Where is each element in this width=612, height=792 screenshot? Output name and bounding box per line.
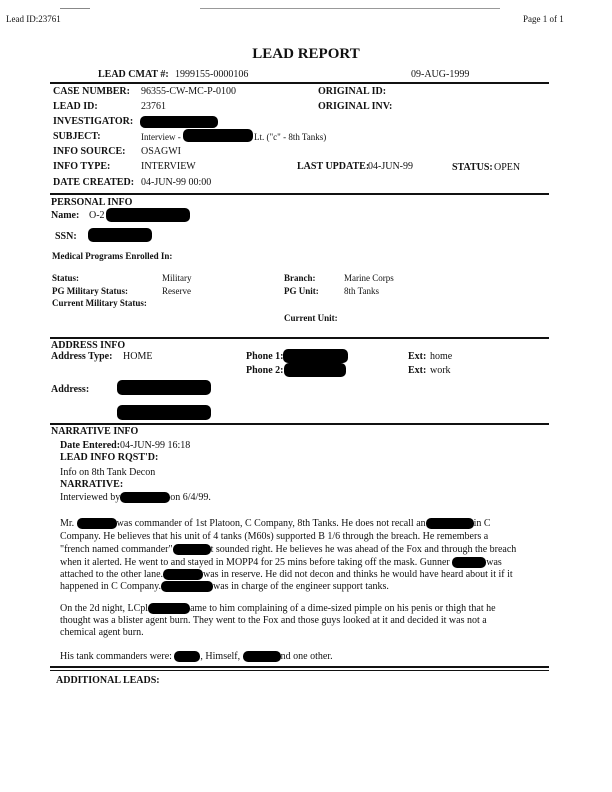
info-type-label: INFO TYPE: bbox=[53, 161, 111, 172]
para1-text: happened in C Company. bbox=[60, 581, 162, 592]
branch-label: Branch: bbox=[284, 273, 316, 283]
header-dash-rule bbox=[60, 8, 90, 9]
page-title: LEAD REPORT bbox=[252, 46, 360, 62]
info-type: INTERVIEW bbox=[141, 161, 196, 172]
section-rule bbox=[50, 670, 549, 671]
lead-info-text: Info on 8th Tank Decon bbox=[60, 467, 156, 478]
date-created-label: DATE CREATED: bbox=[53, 177, 135, 188]
redaction-lcpl bbox=[148, 603, 190, 614]
redaction-phone1 bbox=[283, 349, 348, 363]
info-source: OSAGWI bbox=[141, 146, 181, 157]
para2-text: ame to him complaining of a dime-sized pimple on his penis or thigh that he bbox=[190, 603, 496, 614]
address-type-label: Address Type: bbox=[51, 351, 113, 362]
redaction-name bbox=[106, 208, 190, 222]
status-label: STATUS: bbox=[452, 162, 493, 173]
redaction-investigator bbox=[140, 116, 218, 128]
personal-info-heading: PERSONAL INFO bbox=[51, 197, 133, 208]
para1-line5 bbox=[60, 569, 513, 580]
cmat-value: 1999155-0000106 bbox=[175, 69, 249, 80]
phone2-label: Phone 2: bbox=[246, 365, 284, 376]
name-prefix: O-2 bbox=[89, 210, 105, 221]
header-lead-id: Lead ID:23761 bbox=[6, 14, 61, 24]
lead-info-rqstd-label: LEAD INFO RQST'D: bbox=[60, 452, 159, 463]
date-entered: 04-JUN-99 16:18 bbox=[120, 440, 191, 451]
para1-text: when it alerted. He went to and stayed in MOPP4 for 25 mins before taking off the mask. Gunner bbox=[60, 557, 450, 568]
section-rule bbox=[50, 423, 549, 425]
status-value: OPEN bbox=[494, 162, 521, 173]
redaction-interviewer bbox=[120, 492, 170, 503]
para1-line1 bbox=[60, 518, 491, 529]
address-type: HOME bbox=[123, 351, 153, 362]
redaction-reserve bbox=[163, 569, 203, 580]
para1-line6 bbox=[60, 581, 389, 592]
redaction-ssn bbox=[88, 228, 152, 242]
ssn-label: SSN: bbox=[55, 231, 77, 242]
redaction-commander2 bbox=[243, 651, 281, 662]
medical-programs-label: Medical Programs Enrolled In: bbox=[52, 251, 173, 261]
interviewed-text-a: Interviewed by bbox=[60, 492, 121, 503]
para2-line3: chemical agent burn. bbox=[60, 627, 144, 638]
subject-suffix: Lt. ("c" - 8th Tanks) bbox=[254, 132, 327, 142]
para1-text: t sounded right. He believes he was ahead of the Fox and through the breach bbox=[210, 544, 517, 555]
para1-text: attached to the other lane. bbox=[60, 569, 164, 580]
current-unit-label: Current Unit: bbox=[284, 313, 338, 323]
cmat-label: LEAD CMAT #: bbox=[98, 69, 169, 80]
investigator-label: INVESTIGATOR: bbox=[53, 116, 134, 127]
para2-line2: thought was a blister agent burn. They went to the Fox and those guys looked at it and decided it was not a bbox=[60, 615, 487, 626]
status-mil: Military bbox=[162, 273, 192, 283]
para1-text: was in reserve. He did not decon and thinks he would have heard about it if it bbox=[203, 569, 513, 580]
para3-text: , Himself, bbox=[200, 651, 241, 662]
top-rule bbox=[50, 82, 549, 84]
info-source-label: INFO SOURCE: bbox=[53, 146, 126, 157]
ext2: work bbox=[430, 365, 451, 376]
last-update: 04-JUN-99 bbox=[368, 161, 413, 172]
ext1-label: Ext: bbox=[408, 351, 427, 362]
header-dash-rule bbox=[200, 8, 500, 9]
subject-label: SUBJECT: bbox=[53, 131, 101, 142]
section-rule bbox=[50, 193, 549, 195]
phone1-label: Phone 1: bbox=[246, 351, 284, 362]
para1-text: was in charge of the engineer support tanks. bbox=[213, 581, 389, 592]
redaction-address-line1 bbox=[117, 380, 211, 395]
original-inv-label: ORIGINAL INV: bbox=[318, 101, 393, 112]
section-rule bbox=[50, 337, 549, 339]
para1-line2: Company. He believes that his unit of 4 tanks (M60s) supported B 1/6 through the breach. He remembers a bbox=[60, 531, 489, 542]
address-label: Address: bbox=[51, 384, 90, 395]
redaction-subject bbox=[183, 129, 253, 142]
status-mil-label: Status: bbox=[52, 273, 80, 283]
para1-text: in C bbox=[473, 518, 491, 529]
redaction-commander1 bbox=[174, 651, 200, 662]
redaction-engineer bbox=[161, 581, 213, 592]
case-number: 96355-CW-MC-P-0100 bbox=[141, 86, 236, 97]
last-update-label: LAST UPDATE: bbox=[297, 161, 370, 172]
redaction-address-line2 bbox=[117, 405, 211, 420]
para1-text: Mr. bbox=[60, 518, 75, 529]
redaction-phone2 bbox=[284, 363, 346, 377]
narrative-label: NARRATIVE: bbox=[60, 479, 124, 490]
redaction-mr-name bbox=[77, 518, 117, 529]
name-label: Name: bbox=[51, 210, 80, 221]
current-military-status-label: Current Military Status: bbox=[52, 298, 147, 308]
section-rule bbox=[50, 666, 549, 668]
ext1: home bbox=[430, 351, 453, 362]
header-page-number: Page 1 of 1 bbox=[523, 14, 564, 24]
pg-military-status-label: PG Military Status: bbox=[52, 286, 128, 296]
pg-unit: 8th Tanks bbox=[344, 286, 379, 296]
para1-line4 bbox=[60, 557, 502, 568]
para1-text: "french named commander" bbox=[60, 544, 173, 555]
redaction-commander bbox=[173, 544, 211, 555]
redaction-para1 bbox=[426, 518, 474, 529]
para2-line1 bbox=[60, 603, 496, 614]
redaction-gunner bbox=[452, 557, 486, 568]
ext2-label: Ext: bbox=[408, 365, 427, 376]
address-info-heading: ADDRESS INFO bbox=[51, 340, 126, 351]
para1-text: was bbox=[486, 557, 502, 568]
para1-line3 bbox=[60, 544, 516, 555]
narrative-info-heading: NARRATIVE INFO bbox=[51, 426, 139, 437]
interviewed-text-b: on 6/4/99. bbox=[170, 492, 211, 503]
para2-text: On the 2d night, LCpl bbox=[60, 603, 149, 614]
lead-id: 23761 bbox=[141, 101, 166, 112]
para3-text: nd one other. bbox=[280, 651, 333, 662]
subject-prefix: Interview - bbox=[141, 132, 181, 142]
additional-leads-heading: ADDITIONAL LEADS: bbox=[56, 675, 160, 686]
case-number-label: CASE NUMBER: bbox=[53, 86, 130, 97]
interviewed-line bbox=[60, 492, 211, 503]
pg-unit-label: PG Unit: bbox=[284, 286, 319, 296]
date-entered-label: Date Entered: bbox=[60, 440, 121, 451]
para1-text: was commander of 1st Platoon, C Company, 8th Tanks. He does not recall an bbox=[116, 518, 426, 529]
para3-text: His tank commanders were: bbox=[60, 651, 172, 662]
lead-id-label: LEAD ID: bbox=[53, 101, 98, 112]
branch: Marine Corps bbox=[344, 273, 394, 283]
para3-line1 bbox=[60, 651, 333, 662]
date-created: 04-JUN-99 00:00 bbox=[141, 177, 212, 188]
original-id-label: ORIGINAL ID: bbox=[318, 86, 387, 97]
cmat-date: 09-AUG-1999 bbox=[411, 69, 470, 80]
pg-military-status: Reserve bbox=[162, 286, 191, 296]
